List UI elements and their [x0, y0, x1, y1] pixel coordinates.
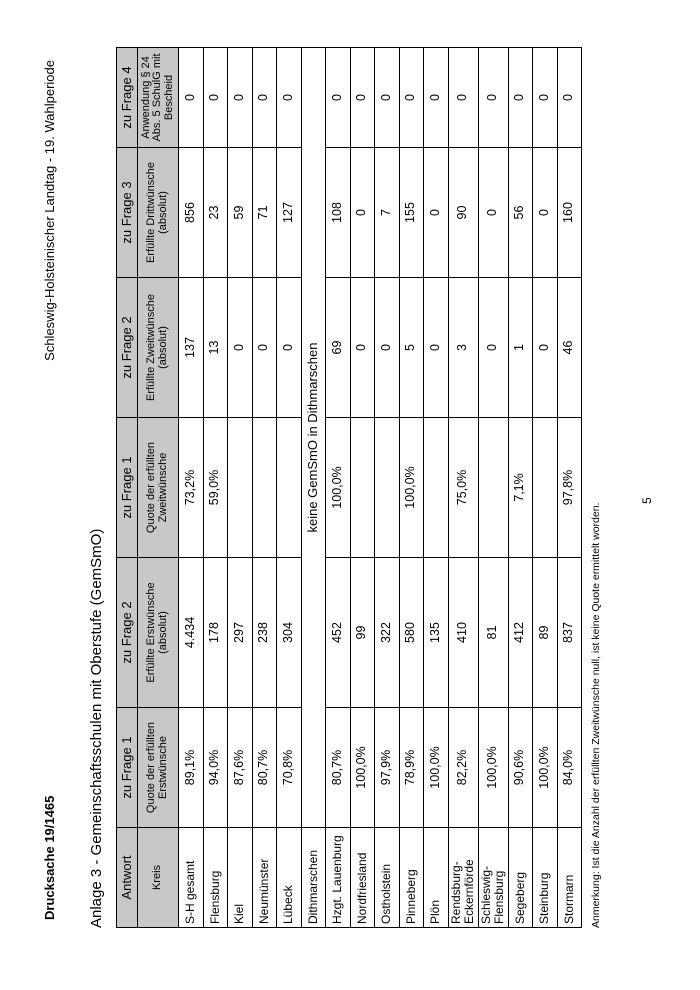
table-cell: 452 [326, 558, 351, 708]
table-cell: 87,6% [228, 708, 253, 828]
table-cell: 80,7% [326, 708, 351, 828]
table-cell: 0 [424, 278, 449, 418]
kreis-cell: Nordfriesland [350, 828, 375, 928]
kreis-cell: Flensburg [203, 828, 228, 928]
kreis-cell: Rendsburg-Eckernförde [448, 828, 478, 928]
table-cell: 0 [350, 278, 375, 418]
kreis-cell: Steinburg [533, 828, 558, 928]
table-cell: 0 [375, 278, 400, 418]
kreis-cell: Hzgt. Lauenburg [326, 828, 351, 928]
table-cell: 89,1% [179, 708, 204, 828]
table-cell: 70,8% [277, 708, 302, 828]
table-cell: 0 [203, 48, 228, 148]
table-cell: 0 [228, 48, 253, 148]
column-header-cell: Quote der erfüllten Erstwünsche [138, 708, 179, 828]
table-cell: 81 [478, 558, 508, 708]
column-header-cell: Erfüllte Erstwünsche (absolut) [138, 558, 179, 708]
table-row [478, 48, 508, 928]
table-cell: 80,7% [252, 708, 277, 828]
table-cell: 73,2% [179, 418, 204, 558]
table-cell: 7,1% [508, 418, 533, 558]
table-cell: 90 [448, 148, 478, 278]
table-cell: 59,0% [203, 418, 228, 558]
table-cell [277, 418, 302, 558]
table-cell: 90,6% [508, 708, 533, 828]
table-cell: 0 [424, 148, 449, 278]
table-cell [252, 418, 277, 558]
table-row [350, 48, 375, 928]
table-cell: 59 [228, 148, 253, 278]
table-cell: 100,0% [326, 418, 351, 558]
group-header-cell: zu Frage 2 [117, 278, 138, 418]
parliament-header: Schleswig-Holsteinischer Landtag - 19. Wahlperiode [42, 60, 57, 361]
group-header-cell: zu Frage 3 [117, 148, 138, 278]
kreis-cell: Kiel [228, 828, 253, 928]
table-cell: 137 [179, 278, 204, 418]
table-cell: 56 [508, 148, 533, 278]
footnote: Anmerkung: Ist die Anzahl der erfüllten Zweitwünsche null, ist keine Quote ermittelt worden. [590, 502, 602, 928]
table-cell: 297 [228, 558, 253, 708]
table-cell: 5 [399, 278, 424, 418]
table-row [508, 48, 533, 928]
table-cell [228, 418, 253, 558]
table-cell: 0 [350, 148, 375, 278]
table-row [424, 48, 449, 928]
page-title: Anlage 3 - Gemeinschaftsschulen mit Oberstufe (GemSmO) [88, 528, 105, 928]
table-cell: 7 [375, 148, 400, 278]
kreis-cell: Stormarn [557, 828, 582, 928]
table-cell: 97,9% [375, 708, 400, 828]
kreis-cell: Schleswig-Flensburg [478, 828, 508, 928]
page-number: 5 [640, 497, 654, 504]
table-cell: 0 [179, 48, 204, 148]
kreis-cell: Segeberg [508, 828, 533, 928]
column-header-cell: Kreis [138, 828, 179, 928]
table-cell: 410 [448, 558, 478, 708]
table-row [375, 48, 400, 928]
table-cell: 84,0% [557, 708, 582, 828]
table-row [277, 48, 302, 928]
kreis-cell: Plön [424, 828, 449, 928]
table-cell: 0 [424, 48, 449, 148]
table-cell: 0 [277, 48, 302, 148]
column-header-cell: Erfüllte Zweitwünsche (absolut) [138, 278, 179, 418]
column-header-cell: Anwendung § 24 Abs. 5 SchulG mit Bescheid [138, 48, 179, 148]
table-cell: 100,0% [533, 708, 558, 828]
table-cell: 4.434 [179, 558, 204, 708]
table-cell: 127 [277, 148, 302, 278]
column-header-cell: Quote der erfüllten Zweitwünsche [138, 418, 179, 558]
table-cell: 0 [478, 148, 508, 278]
table-row [399, 48, 424, 928]
table-cell: 0 [533, 148, 558, 278]
table-cell: 0 [533, 48, 558, 148]
kreis-cell: Pinneberg [399, 828, 424, 928]
table-cell [533, 418, 558, 558]
table-cell: 100,0% [478, 708, 508, 828]
table-cell: 3 [448, 278, 478, 418]
table-cell: 94,0% [203, 708, 228, 828]
table-cell: 160 [557, 148, 582, 278]
table-cell [424, 418, 449, 558]
table-cell: 0 [252, 48, 277, 148]
table-cell [350, 418, 375, 558]
table-cell: 23 [203, 148, 228, 278]
table-cell: 1 [508, 278, 533, 418]
group-header-cell: zu Frage 1 [117, 708, 138, 828]
table-cell: 78,9% [399, 708, 424, 828]
kreis-cell: S-H gesamt [179, 828, 204, 928]
table-cell: 97,8% [557, 418, 582, 558]
table-cell: 412 [508, 558, 533, 708]
table-cell: 82,2% [448, 708, 478, 828]
table-cell: 69 [326, 278, 351, 418]
table-cell: 108 [326, 148, 351, 278]
column-header-cell: Erfüllte Drittwünsche (absolut) [138, 148, 179, 278]
column-header-row [138, 48, 179, 928]
doc-number: Drucksache 19/1465 [42, 795, 57, 920]
table-cell: 837 [557, 558, 582, 708]
table-cell: 0 [375, 48, 400, 148]
table-cell: 0 [533, 278, 558, 418]
table-cell: 238 [252, 558, 277, 708]
no-gemsmo-note: keine GemSmO in Dithmarschen [301, 48, 326, 828]
table-cell [478, 418, 508, 558]
table-cell: 99 [350, 558, 375, 708]
table-cell: 580 [399, 558, 424, 708]
table-cell: 0 [350, 48, 375, 148]
table-cell: 155 [399, 148, 424, 278]
group-header-row [117, 48, 138, 928]
table-row [326, 48, 351, 928]
table-cell: 100,0% [399, 418, 424, 558]
table-cell: 100,0% [350, 708, 375, 828]
table-cell: 135 [424, 558, 449, 708]
table-cell: 0 [399, 48, 424, 148]
table-row [533, 48, 558, 928]
table-cell: 0 [508, 48, 533, 148]
table-cell: 46 [557, 278, 582, 418]
table-row [448, 48, 478, 928]
results-table [116, 47, 582, 928]
table-row [228, 48, 253, 928]
table-cell: 0 [557, 48, 582, 148]
table-row [203, 48, 228, 928]
table-row [557, 48, 582, 928]
table-cell: 0 [277, 278, 302, 418]
table-cell: 71 [252, 148, 277, 278]
kreis-cell: Ostholstein [375, 828, 400, 928]
table-cell: 89 [533, 558, 558, 708]
table-cell: 0 [326, 48, 351, 148]
table-cell: 0 [448, 48, 478, 148]
table-cell: 856 [179, 148, 204, 278]
table-cell: 0 [478, 278, 508, 418]
table-cell [375, 418, 400, 558]
table-cell: 178 [203, 558, 228, 708]
table-cell: 0 [478, 48, 508, 148]
table-cell: 304 [277, 558, 302, 708]
table-cell: 0 [252, 278, 277, 418]
kreis-cell: Lübeck [277, 828, 302, 928]
table-row [179, 48, 204, 928]
table-row [252, 48, 277, 928]
group-header-cell: Antwort [117, 828, 138, 928]
kreis-cell: Dithmarschen [301, 828, 326, 928]
table-cell: 75,0% [448, 418, 478, 558]
table-cell: 322 [375, 558, 400, 708]
table-row-dithmarschen [301, 48, 326, 928]
group-header-cell: zu Frage 4 [117, 48, 138, 148]
table-cell: 13 [203, 278, 228, 418]
group-header-cell: zu Frage 2 [117, 558, 138, 708]
table-cell: 100,0% [424, 708, 449, 828]
kreis-cell: Neumünster [252, 828, 277, 928]
table-cell: 0 [228, 278, 253, 418]
group-header-cell: zu Frage 1 [117, 418, 138, 558]
